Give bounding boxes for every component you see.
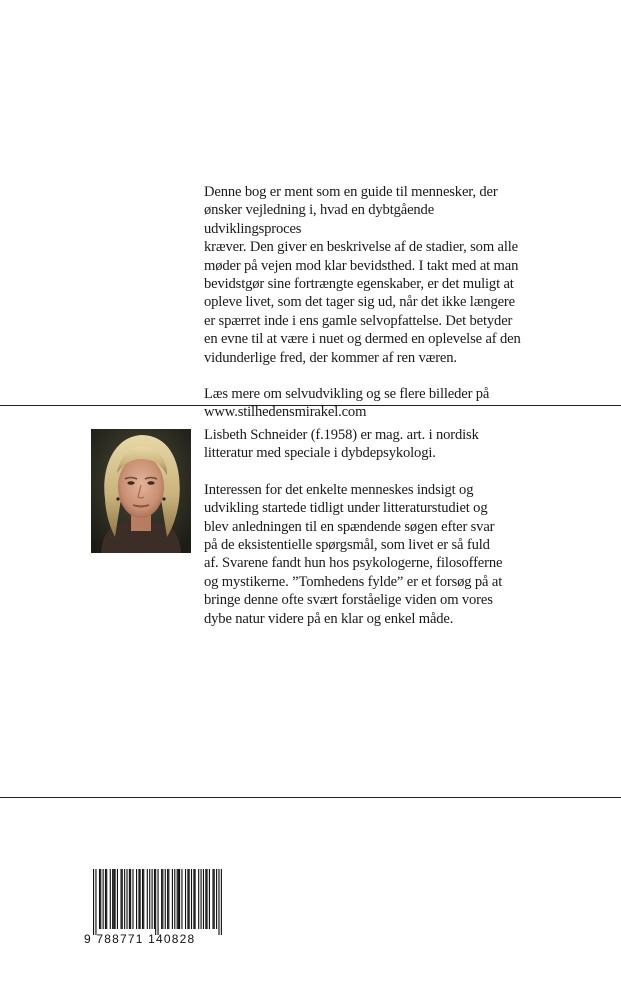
barcode-bar <box>140 869 141 929</box>
barcode-bar <box>205 869 206 929</box>
barcode-bar <box>138 869 139 929</box>
barcode-bar <box>155 869 156 935</box>
barcode-bar <box>154 869 155 929</box>
barcode-bar <box>124 869 125 929</box>
barcode-bar <box>105 869 106 929</box>
barcode-bar <box>158 869 159 935</box>
blurb-website-note: Læs mere om selvudvikling og se flere billeder på www.stilhedensmirakel.com <box>204 386 490 421</box>
barcode-bar <box>129 869 130 929</box>
barcode-bar <box>165 869 166 929</box>
barcode-bar <box>177 869 178 929</box>
divider-top <box>0 405 621 406</box>
barcode-bar <box>112 869 113 929</box>
barcode-bar <box>216 869 217 929</box>
barcode-bar <box>191 869 192 929</box>
barcode-bar <box>172 869 173 929</box>
isbn-barcode <box>84 866 222 946</box>
barcode-bar <box>179 869 180 929</box>
divider-bottom <box>0 797 621 798</box>
barcode-bar <box>110 869 111 929</box>
barcode-bar <box>193 869 194 929</box>
barcode-bars <box>93 869 222 935</box>
barcode-bar <box>132 869 133 929</box>
barcode-bar <box>189 869 190 929</box>
barcode-bar <box>195 869 196 929</box>
barcode-bar <box>201 869 202 929</box>
barcode-bar <box>142 869 143 929</box>
barcode-bar <box>221 869 222 935</box>
barcode-bar <box>115 869 116 929</box>
barcode-bar <box>162 869 163 929</box>
back-cover-blurb <box>204 183 522 422</box>
blurb-paragraph: Denne bog er ment som en guide til mennesker, der ønsker vejledning i, hvad en dybtgående udviklingsproces kræver. Den giver en beskrivelse af de stadier, som alle møder på vejen mod klar bevidsthed. I takt med at man bevidstgør sine fortrængte egenskaber, er det muligt at opleve livet, som det tager sig ud, når det ikke længere er spærret inde i ens gamle selvopfattelse. Det betyder en evne til at være i nuet og dermed en oplevelse af den vidunderlige fred, der kommer af ren væren. <box>204 184 521 366</box>
barcode-bar <box>130 869 131 929</box>
barcode-bar <box>147 869 148 929</box>
barcode-bar <box>126 869 127 929</box>
barcode-bar <box>167 869 168 929</box>
barcode-bar <box>212 869 213 929</box>
barcode-bar <box>181 869 182 929</box>
barcode-bar <box>198 869 199 929</box>
barcode-bar <box>143 869 144 929</box>
barcode-bar <box>203 869 204 929</box>
barcode-bar <box>149 869 150 929</box>
author-photo <box>91 429 191 553</box>
barcode-bar <box>161 869 162 929</box>
barcode-bar <box>99 869 100 929</box>
barcode-bar <box>152 869 153 929</box>
barcode-bar <box>178 869 179 929</box>
author-credentials: Lisbeth Schneider (f.1958) er mag. art. i nordisk litteratur med speciale i dybdepsykologi. <box>204 427 479 462</box>
barcode-bar <box>136 869 137 929</box>
barcode-bar <box>106 869 107 929</box>
barcode-bar <box>113 869 114 929</box>
author-bio <box>204 426 522 628</box>
barcode-bar <box>93 869 94 935</box>
barcode-bar <box>187 869 188 929</box>
barcode-bar <box>103 869 104 929</box>
barcode-bar <box>206 869 207 929</box>
barcode-bar <box>122 869 123 929</box>
barcode-bar <box>168 869 169 929</box>
isbn-digits: 9 788771 140828 <box>84 932 196 946</box>
barcode-bar <box>218 869 219 935</box>
barcode-bar <box>117 869 118 929</box>
barcode-bar <box>214 869 215 929</box>
barcode-bar <box>120 869 121 929</box>
barcode-bar <box>95 869 96 935</box>
barcode-bar <box>174 869 175 929</box>
barcode-bar <box>185 869 186 929</box>
barcode-bar <box>209 869 210 929</box>
barcode-bar <box>100 869 101 929</box>
author-background: Interessen for det enkelte menneskes indsigt og udvikling startede tidligt under litteraturstudiet og blev anledningen til en spændende søgen efter svar på de eksistentielle spørgsmål, som livet er så fuld af. Svarene fandt hun hos psykologerne, filosofferne og mystikerne. ”Tomhedens fylde” er et forsøg på at bringe denne ofte svært forståelige viden om vores dybe natur videre på en klar og enkel måde. <box>204 481 503 627</box>
